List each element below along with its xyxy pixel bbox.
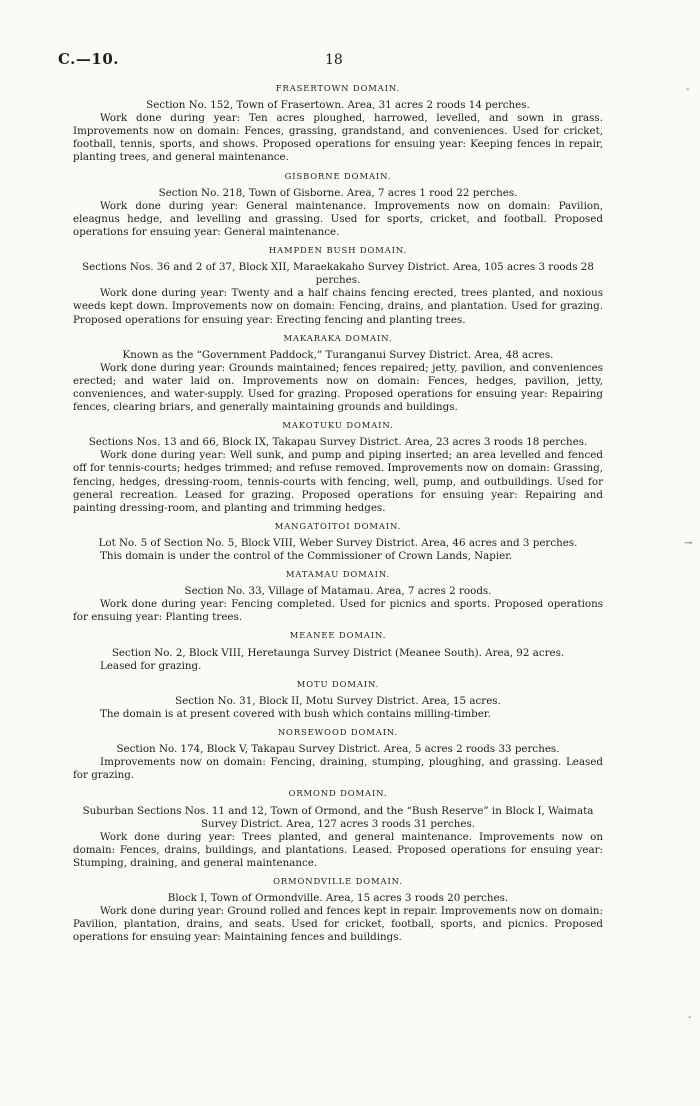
section-location: Section No. 152, Town of Frasertown. Area, 31 acres 2 roods 14 perches. [146,99,530,112]
section-location: Section No. 33, Village of Matamau. Area, 7 acres 2 roods. [184,585,492,598]
domain-section-ormond [73,787,603,870]
section-body: Work done during year: Fencing completed. Used for picnics and sports. Proposed operations for ensuing year: Planting trees. [73,598,603,624]
section-body: Work done during year: Ten acres ploughed, harrowed, levelled, and sown in grass. Improvements now on domain: Fences, grassing, grandstand, and conveniences. Used for cricket, football, tennis, sports, and shows. Proposed operations for ensuing year: Keeping fences in repair, planting trees, and general maintenance. [73,112,603,164]
domain-section-makaraka [73,332,603,415]
section-location: Lot No. 5 of Section No. 5, Block VIII, Weber Survey District. Area, 46 acres and 3 perches. [98,536,578,549]
section-body: Work done during year: Grounds maintained; fences repaired; jetty, pavilion, and conveniences erected; and water laid on. Improvements now on domain: Fences, hedges, pavilion, jetty, conveniences, and water-supply. Used for grazing. Proposed operations for ensuing year: Repairing fences, clearing briars, and generally maintaining grounds and buildings. [73,361,603,414]
section-title: FRASERTOWN DOMAIN. [275,83,401,93]
section-body: Work done during year: Trees planted, and general maintenance. Improvements now on domain: Fences, drains, buildings, and plantations. Leased. Proposed operations for ensuing year: Stumping, draining, and general maintenance. [73,830,603,869]
domain-section-makotuku [73,419,603,515]
section-note: The domain is at present covered with bush which contains milling-timber. [100,707,491,720]
section-title: GISBORNE DOMAIN. [284,170,392,181]
margin-mark: - [688,1012,692,1023]
section-title: MEANEE DOMAIN. [289,630,387,641]
domain-list [73,82,603,949]
section-title: HAMPDEN BUSH DOMAIN. [268,245,408,256]
domain-section-meanee [73,629,603,672]
section-location: Suburban Sections Nos. 11 and 12, Town of Ormond, and the “Bush Reserve” in Block I, Waimata Survey District. Area, 127 acres 3 roods 31 perches. [82,804,594,830]
section-title: ORMONDVILLE DOMAIN. [273,875,403,886]
section-body: Work done during year: Twenty and a half chains fencing erected, trees planted, and noxious weeds kept down. Improvements now on domain: Fencing, drains, and plantation. Used for grazing. Proposed operations for ensuing year: Erecting fencing and planting trees. [73,287,603,326]
domain-section-mangatoitoi [73,520,603,563]
section-title: MAKOTUKU DOMAIN. [282,420,394,431]
section-note: This domain is under the control of the Commissioner of Crown Lands, Napier. [100,550,513,562]
section-location: Section No. 2, Block VIII, Heretaunga Survey District (Meanee South). Area, 92 acres. [111,646,565,659]
section-body: Improvements now on domain: Fencing, draining, stumping, ploughing, and grassing. Leased for grazing. [73,756,603,782]
section-body: Work done during year: General maintenance. Improvements now on domain: Pavilion, eleagnus hedge, and levelling and grassing. Used for sports, cricket, and football. Proposed operations for ensuing year: General maintenance. [73,199,603,238]
section-body: Work done during year: Well sunk, and pump and piping inserted; an area levelled and fenced off for tennis-courts; hedges trimmed; and refuse removed. Improvements now on domain: Grassing, fencing, hedges, dressing-room, tennis-courts with fencing, well, pump, and outbuildings. Used for general recreation. Leased for grazing. Proposed operations for ensuing year: Repairing and painting dressing-room, and planting and trimming hedges. [73,449,603,514]
section-location: Known as the “Government Paddock,” Turanganui Survey District. Area, 48 acres. [122,348,554,361]
domain-section-matamau [73,568,603,624]
section-location: Section No. 174, Block V, Takapau Survey District. Area, 5 acres 2 roods 33 perches. [116,743,560,756]
margin-mark: → [684,538,693,549]
report-reference: C.—10. [58,50,119,68]
section-body: Work done during year: Ground rolled and fences kept in repair. Improvements now on domain: Pavilion, plantation, drains, and seats. Used for cricket, football, sports, and picnics. Proposed operations for ensuing year: Maintaining fences and buildings. [73,905,603,944]
section-title: NORSEWOOD DOMAIN. [277,727,399,738]
section-title: MATAMAU DOMAIN. [285,569,391,580]
section-title: MANGATOITOI DOMAIN. [274,520,402,531]
section-title: ORMOND DOMAIN. [288,788,388,799]
domain-section-norsewood [73,726,603,782]
section-title: MOTU DOMAIN. [296,678,380,689]
section-location: Sections Nos. 13 and 66, Block IX, Takapau Survey District. Area, 23 acres 3 roods 18 perches. [88,436,588,449]
section-location: Block I, Town of Ormondville. Area, 15 acres 3 roods 20 perches. [167,892,509,905]
margin-mark: - [686,84,690,95]
page-number: 18 [325,52,343,68]
domain-section-hampden-bush [73,244,603,327]
section-note: Leased for grazing. [100,659,202,672]
section-location: Sections Nos. 36 and 2 of 37, Block XII, Maraekakaho Survey District. Area, 105 acres 3 roods 28 perches. [82,261,594,287]
section-location: Section No. 218, Town of Gisborne. Area, 7 acres 1 rood 22 perches. [158,186,518,199]
domain-section-motu [73,678,603,721]
section-title: MAKARAKA DOMAIN. [283,332,393,343]
section-location: Section No. 31, Block II, Motu Survey District. Area, 15 acres. [175,694,501,707]
domain-section-ormondville [73,875,603,944]
domain-section-frasertown [73,82,603,165]
domain-section-gisborne [73,170,603,239]
